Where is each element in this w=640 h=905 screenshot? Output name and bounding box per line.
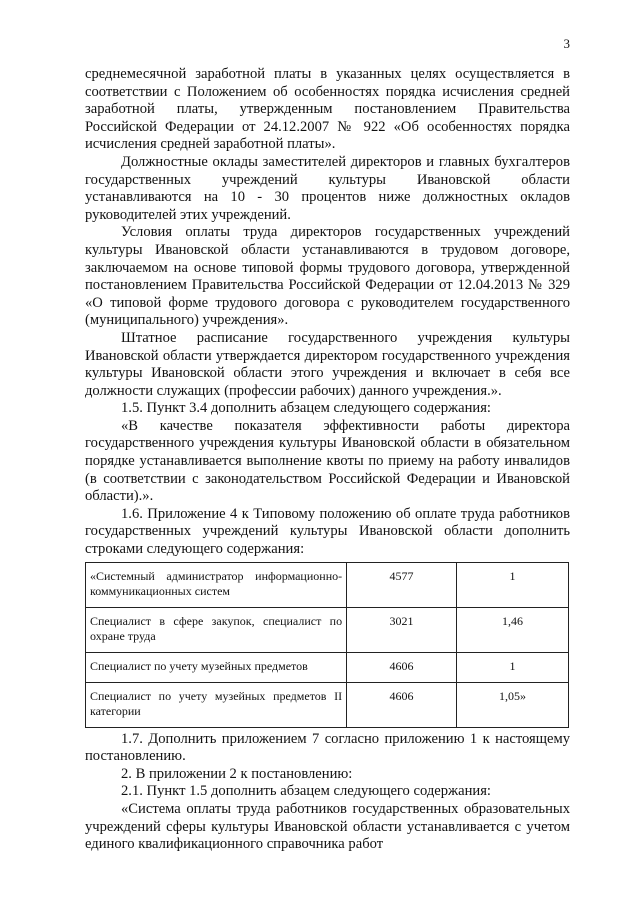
document-body	[85, 66, 570, 854]
table-row	[86, 607, 569, 652]
paragraphs-after-table	[85, 731, 570, 854]
paragraph: «В качестве показателя эффективности работы директора государственного учреждения культуры Ивановской области в обязательном порядке устанавливается выполнение квоты по приему на работу инвалидов (в соответствии с законодательством Российской Федерации и Ивановской области).».	[85, 417, 570, 505]
paragraph: 1.6. Приложение 4 к Типовому положению об оплате труда работников государственных учреждений культуры Ивановской области дополнить строками следующего содержания:	[85, 505, 570, 558]
position-name-cell: Специалист по учету музейных предметов	[86, 652, 347, 682]
position-number-cell: 4606	[347, 652, 457, 682]
positions-table-body	[86, 562, 569, 727]
position-name-cell: Специалист в сфере закупок, специалист по охране труда	[86, 607, 347, 652]
paragraph: 1.7. Дополнить приложением 7 согласно приложению 1 к настоящему постановлению.	[85, 730, 570, 765]
paragraph: Условия оплаты труда директоров государственных учреждений культуры Ивановской области устанавливаются в трудовом договоре, заключаемом на основе типовой формы трудового договора, утвержденной постановлением Правительства Российской Федерации от 12.04.2013 № 329 «О типовой форме трудового договора с руководителем государственного (муниципального) учреждения».	[85, 224, 570, 329]
position-name-cell: Специалист по учету музейных предметов II категории	[86, 682, 347, 727]
position-number-cell: 4577	[347, 562, 457, 607]
table-row	[86, 682, 569, 727]
paragraph: Должностные оклады заместителей директоров и главных бухгалтеров государственных учреждений культуры Ивановской области устанавливаются на 10 - 30 процентов ниже должностных окладов руководителей этих учреждений.	[85, 153, 570, 223]
page-number: 3	[563, 36, 570, 51]
position-number-cell: 3021	[347, 607, 457, 652]
paragraph: 1.5. Пункт 3.4 дополнить абзацем следующего содержания:	[121, 400, 491, 417]
position-coefficient-cell: 1,46	[457, 607, 569, 652]
position-coefficient-cell: 1	[457, 652, 569, 682]
positions-table	[85, 562, 569, 728]
table-row	[86, 562, 569, 607]
paragraph: среднемесячной заработной платы в указанных целях осуществляется в соответствии с Положением об особенностях порядка исчисления средней заработной платы, утвержденным постановлением Правительства Российской Федерации от 24.12.2007 № 922 «Об особенностях порядка исчисления средней заработной платы».	[85, 66, 570, 153]
paragraph: «Система оплаты труда работников государственных образовательных учреждений сферы культуры Ивановской области устанавливается с учетом единого квалификационного справочника работ	[85, 801, 570, 853]
position-name-cell: «Системный администратор информационно-коммуникационных систем	[86, 562, 347, 607]
paragraphs-before-table	[85, 66, 570, 559]
paragraph: 2.1. Пункт 1.5 дополнить абзацем следующего содержания:	[121, 783, 491, 800]
table-row	[86, 652, 569, 682]
paragraph: 2. В приложении 2 к постановлению:	[121, 765, 353, 782]
paragraph: Штатное расписание государственного учреждения культуры Ивановской области утверждается директором государственного учреждения культуры Ивановской области этого учреждения и включает в себя все должности служащих (профессии рабочих) данного учреждения.».	[85, 329, 570, 399]
position-number-cell: 4606	[347, 682, 457, 727]
position-coefficient-cell: 1,05»	[457, 682, 569, 727]
position-coefficient-cell: 1	[457, 562, 569, 607]
